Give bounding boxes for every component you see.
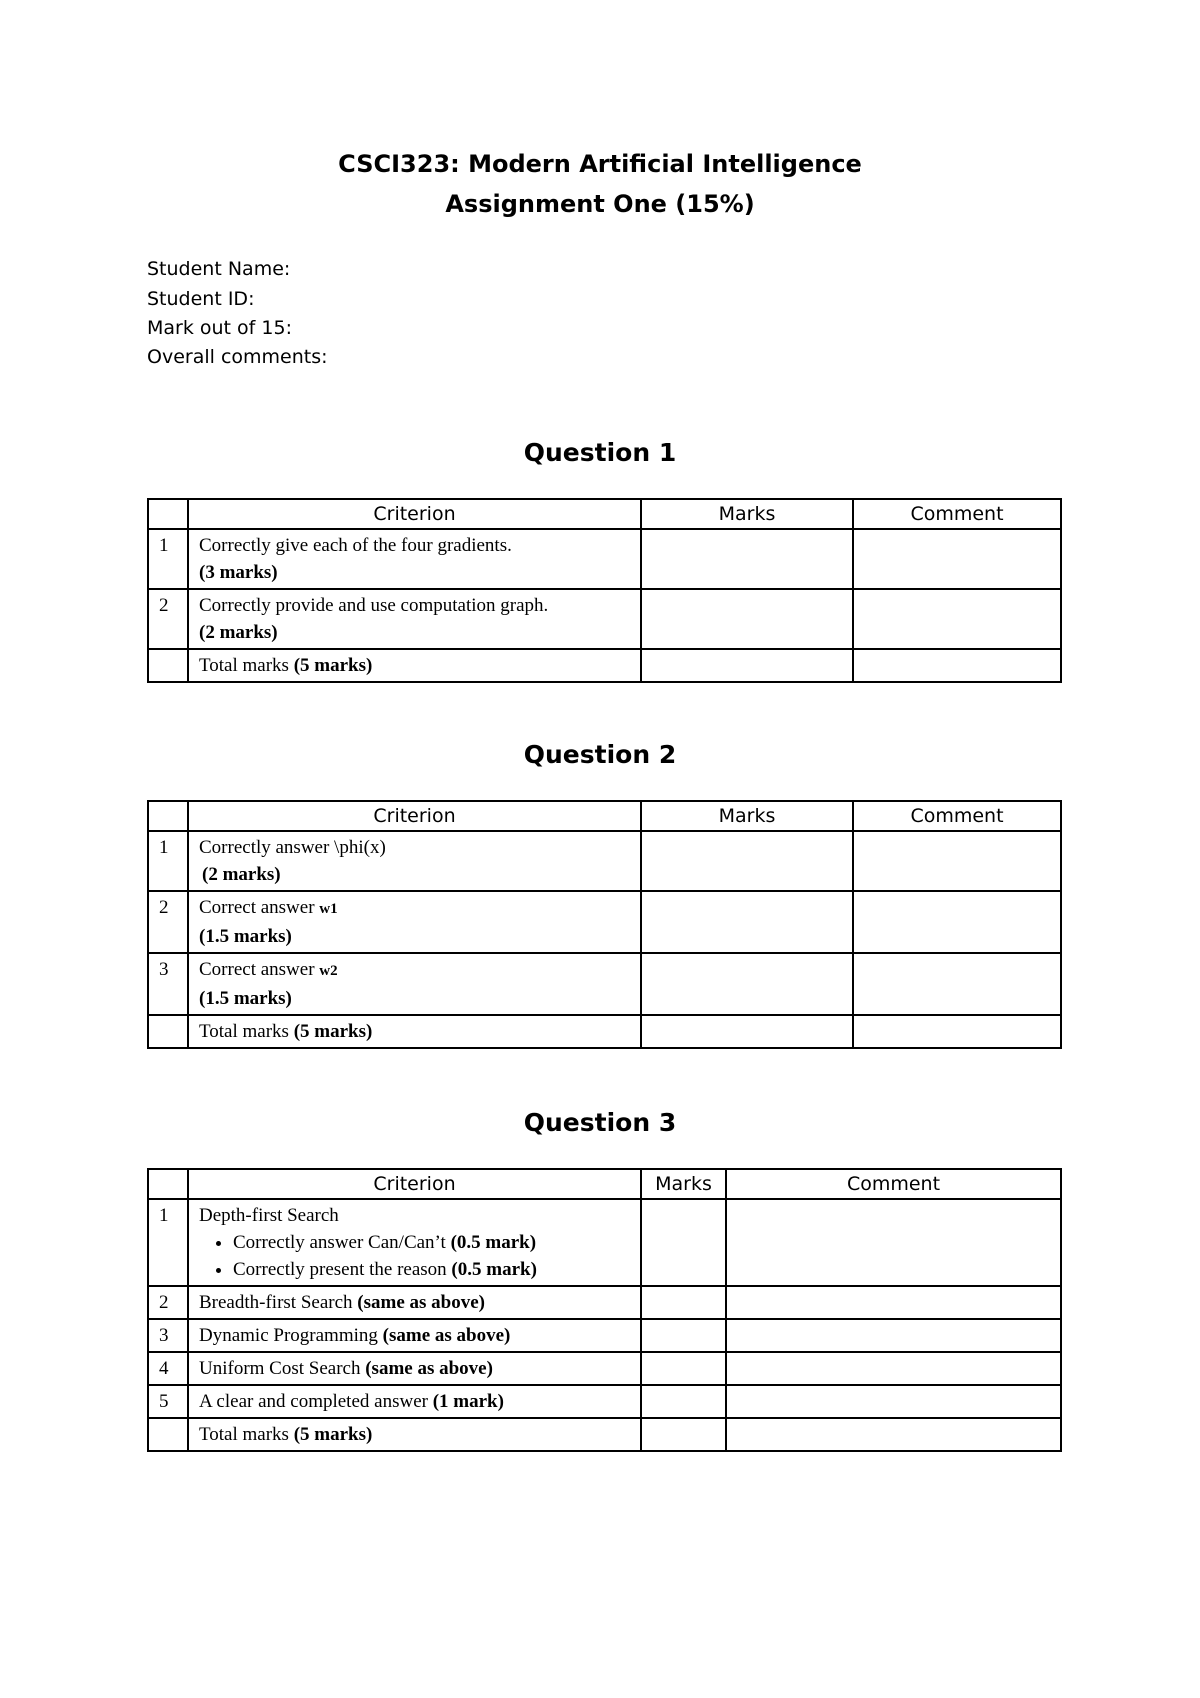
marks-cell[interactable] xyxy=(641,831,853,891)
total-label: Total marks xyxy=(199,1021,289,1042)
marks-cell[interactable] xyxy=(641,1418,726,1451)
empty-cell xyxy=(148,649,188,682)
comment-cell[interactable] xyxy=(726,1418,1061,1451)
criterion-marks: (same as above) xyxy=(382,1325,511,1346)
table-row xyxy=(148,953,1061,1015)
total-label: Total marks xyxy=(199,655,289,676)
question-3-heading: Question 3 xyxy=(523,1108,677,1137)
mark-label: Mark out of 15: xyxy=(147,317,292,339)
num-header xyxy=(148,499,188,529)
question-1-table xyxy=(147,498,1062,683)
marks-cell[interactable] xyxy=(641,1015,853,1048)
table-header-row xyxy=(148,1169,1061,1199)
criterion-marks: (2 marks) xyxy=(199,622,278,643)
marks-cell[interactable] xyxy=(641,953,853,1015)
table-header-row xyxy=(148,499,1061,529)
total-cell xyxy=(188,1418,641,1451)
criterion-text: Breadth-first Search xyxy=(199,1292,358,1313)
marks-cell[interactable] xyxy=(641,649,853,682)
marks-cell[interactable] xyxy=(641,529,853,589)
criterion-text: Correct answer xyxy=(199,897,320,918)
criterion-cell xyxy=(188,831,641,891)
comment-cell[interactable] xyxy=(726,1286,1061,1319)
criterion-text: Correctly provide and use computation graph. xyxy=(199,595,549,616)
criterion-text: Correctly answer \phi(x) xyxy=(199,837,386,858)
table-header-row xyxy=(148,801,1061,831)
marks-cell[interactable] xyxy=(641,1352,726,1385)
criterion-text: Dynamic Programming xyxy=(199,1325,383,1346)
criterion-text: Correctly give each of the four gradients. xyxy=(199,535,512,556)
criterion-header: Criterion xyxy=(188,801,641,831)
table-row xyxy=(148,831,1061,891)
marks-cell[interactable] xyxy=(641,1199,726,1286)
total-label: Total marks xyxy=(199,1424,289,1445)
criterion-cell xyxy=(188,1385,641,1418)
comment-cell[interactable] xyxy=(853,1015,1061,1048)
comment-cell[interactable] xyxy=(853,953,1061,1015)
total-row xyxy=(148,649,1061,682)
bullet-list xyxy=(199,1229,630,1283)
assignment-title: Assignment One (15%) xyxy=(445,190,755,218)
bullet-text: Correctly answer Can/Can’t xyxy=(233,1232,451,1253)
num-header xyxy=(148,801,188,831)
criterion-marks: (same as above) xyxy=(357,1292,485,1313)
criterion-marks: (2 marks) xyxy=(202,864,281,885)
total-row xyxy=(148,1015,1061,1048)
criterion-cell xyxy=(188,891,641,953)
table-row xyxy=(148,1352,1061,1385)
comment-cell[interactable] xyxy=(853,831,1061,891)
comment-cell[interactable] xyxy=(853,891,1061,953)
row-number: 2 xyxy=(148,891,188,953)
criterion-marks: (1 mark) xyxy=(432,1391,504,1412)
criterion-text: A clear and completed answer xyxy=(199,1391,433,1412)
criterion-cell xyxy=(188,1286,641,1319)
variable-w1: w1 xyxy=(319,901,338,917)
list-item xyxy=(233,1256,630,1283)
criterion-cell xyxy=(188,953,641,1015)
question-2-table xyxy=(147,800,1062,1049)
course-title: CSCI323: Modern Artificial Intelligence xyxy=(338,150,862,178)
criterion-marks: (1.5 marks) xyxy=(199,988,292,1009)
criterion-marks: (same as above) xyxy=(365,1358,493,1379)
comment-cell[interactable] xyxy=(853,589,1061,649)
table-row xyxy=(148,1286,1061,1319)
comment-header: Comment xyxy=(726,1169,1061,1199)
marks-header: Marks xyxy=(641,801,853,831)
question-2-heading: Question 2 xyxy=(523,740,677,769)
num-header xyxy=(148,1169,188,1199)
criterion-marks: (1.5 marks) xyxy=(199,926,292,947)
criterion-cell xyxy=(188,1319,641,1352)
total-cell xyxy=(188,1015,641,1048)
marks-cell[interactable] xyxy=(641,1286,726,1319)
total-cell xyxy=(188,649,641,682)
list-item xyxy=(233,1229,630,1256)
row-number: 1 xyxy=(148,1199,188,1286)
row-number: 3 xyxy=(148,1319,188,1352)
table-row xyxy=(148,1319,1061,1352)
row-number: 2 xyxy=(148,589,188,649)
criterion-header: Criterion xyxy=(188,1169,641,1199)
row-number: 1 xyxy=(148,529,188,589)
question-1-heading: Question 1 xyxy=(523,438,677,467)
table-row xyxy=(148,1199,1061,1286)
row-number: 2 xyxy=(148,1286,188,1319)
comment-header: Comment xyxy=(853,801,1061,831)
comment-cell[interactable] xyxy=(853,649,1061,682)
criterion-header: Criterion xyxy=(188,499,641,529)
table-row xyxy=(148,589,1061,649)
overall-comments-label: Overall comments: xyxy=(147,346,328,368)
comment-cell[interactable] xyxy=(726,1199,1061,1286)
bullet-marks: (0.5 mark) xyxy=(451,1259,537,1280)
marks-cell[interactable] xyxy=(641,589,853,649)
row-number: 3 xyxy=(148,953,188,1015)
table-row xyxy=(148,891,1061,953)
criterion-cell xyxy=(188,1199,641,1286)
criterion-text: Uniform Cost Search xyxy=(199,1358,366,1379)
criterion-cell xyxy=(188,529,641,589)
marks-cell[interactable] xyxy=(641,1319,726,1352)
total-marks: (5 marks) xyxy=(293,1424,373,1445)
total-row xyxy=(148,1418,1061,1451)
variable-w2: w2 xyxy=(319,963,338,979)
criterion-marks: (3 marks) xyxy=(199,562,278,583)
row-number: 5 xyxy=(148,1385,188,1418)
comment-header: Comment xyxy=(853,499,1061,529)
comment-cell[interactable] xyxy=(726,1385,1061,1418)
question-3-table xyxy=(147,1168,1062,1452)
marks-cell[interactable] xyxy=(641,1385,726,1418)
row-number: 4 xyxy=(148,1352,188,1385)
student-id-label: Student ID: xyxy=(147,288,255,310)
bullet-text: Correctly present the reason xyxy=(233,1259,452,1280)
comment-cell[interactable] xyxy=(726,1319,1061,1352)
bullet-marks: (0.5 mark) xyxy=(450,1232,537,1253)
marks-header: Marks xyxy=(641,499,853,529)
empty-cell xyxy=(148,1418,188,1451)
criterion-cell xyxy=(188,1352,641,1385)
criterion-text: Correct answer xyxy=(199,959,320,980)
table-row xyxy=(148,1385,1061,1418)
student-name-label: Student Name: xyxy=(147,258,291,280)
table-row xyxy=(148,529,1061,589)
total-marks: (5 marks) xyxy=(293,1021,373,1042)
marks-header: Marks xyxy=(641,1169,726,1199)
empty-cell xyxy=(148,1015,188,1048)
row-number: 1 xyxy=(148,831,188,891)
marks-cell[interactable] xyxy=(641,891,853,953)
criterion-cell xyxy=(188,589,641,649)
comment-cell[interactable] xyxy=(726,1352,1061,1385)
total-marks: (5 marks) xyxy=(293,655,373,676)
comment-cell[interactable] xyxy=(853,529,1061,589)
criterion-text: Depth-first Search xyxy=(199,1205,339,1226)
